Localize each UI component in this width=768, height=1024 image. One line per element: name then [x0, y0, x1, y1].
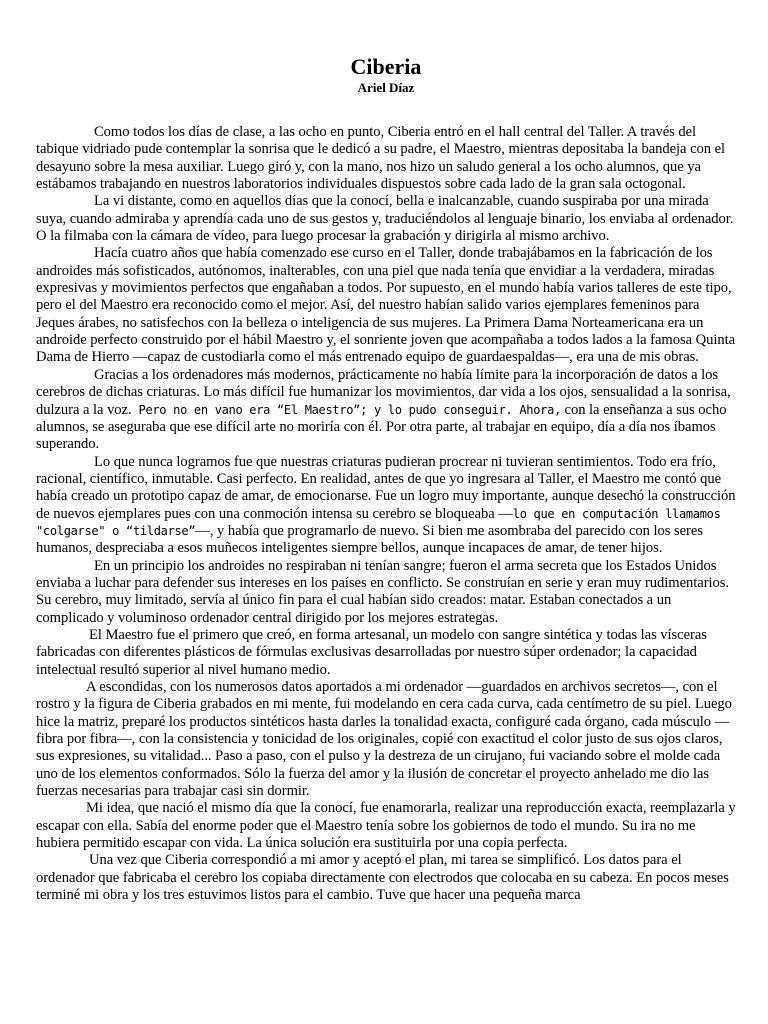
paragraph-text: Como todos los días de clase, a las ocho en punto, Ciberia entró en el hall central del Taller. A través del tabique vidriado pude contemplar la sonrisa que le dedicó a su padre, el Maestro, mientras depositaba la bandeja con el desayuno sobre la mesa auxiliar. Luego giró y, con la mano, nos hizo un saludo general a los ocho alumnos, que ya estábamos trabajando en nuestros laboratorios individuales dispuestos sobre cada lado de la gran sala octogonal.	[36, 124, 726, 193]
paragraph-7	[36, 627, 736, 679]
paragraph-2	[36, 193, 736, 245]
paragraph-text: Mi idea, que nació el mismo día que la conocí, fue enamorarla, realizar una reproducción exacta, reemplazarla y escapar con ella. Sabía del enorme poder que el Maestro tenía sobre los gobiernos de todo el mundo. Su ira no me hubiera permitido escapar con vida. La única solución era sustituirla por una copia perfecta.	[36, 800, 736, 852]
paragraph-text: La vi distante, como en aquellos días que la conocí, bella e inalcanzable, cuando suspiraba por una mirada suya, cuando admiraba y aprendía cada uno de sus gestos y, traduciéndolos al lenguaje binario, los enviaba al ordenador. O la filmaba con la cámara de vídeo, para luego procesar la grabación y dirigirla al mismo archivo.	[36, 193, 734, 245]
paragraph-8	[36, 679, 736, 800]
paragraph-text: Una vez que Ciberia correspondió a mi amor y aceptó el plan, mi tarea se simplificó. Los datos para el ordenador que fabricaba el cerebro los copiaba directamente con electrodos que colocaba en su cabeza. En pocos meses terminé mi obra y los tres estuvimos listos para el cambio. Tuve que hacer una pequeña marca	[36, 852, 729, 904]
document-author: Ariel Díaz	[357, 80, 415, 95]
paragraph-9	[36, 800, 736, 852]
document-page	[36, 54, 736, 904]
paragraph-text: Gracias a los ordenadores más modernos, prácticamente no había límite para la incorporación de datos a los cerebros de dichas criaturas. Lo más difícil fue humanizar los movimientos, dar vida a los ojos, sensualidad a la sonrisa, dulzura a la voz.	[36, 366, 731, 418]
document-body	[36, 124, 736, 904]
paragraph-6	[36, 558, 736, 627]
paragraph-10	[36, 852, 736, 904]
paragraph-text: En un principio los androides no respiraban ni tenían sangre; fueron el arma secreta que los Estados Unidos enviaba a luchar para defender sus intereses en los países en conflicto. Se construían en serie y eran muy rudimentarios. Su cerebro, muy limitado, servía al único fin para el cual habían sido creados: matar. Estaban conectados a un complicado y voluminoso ordenador central dirigido por los mejores estrategas.	[36, 557, 729, 626]
paragraph-mono-text: Pero no en vano era “El Maestro”; y lo pudo conseguir. Ahora,	[131, 402, 561, 417]
paragraph-5	[36, 454, 736, 558]
paragraph-3	[36, 245, 736, 366]
document-title: Ciberia	[350, 54, 422, 79]
paragraph-4	[36, 367, 736, 454]
paragraph-mono-text: lo que en computación llamamos "colgarse" o “tildarse”	[36, 506, 721, 538]
paragraph-text: Lo que nunca logramos fue que nuestras criaturas pudieran procrear ni tuvieran sentimientos. Todo era frío, racional, científico, inmutable. Casi perfecto. En realidad, antes de que yo ingresara al Taller, el Maestro me contó que había creado un prototipo capaz de amar, de emocionarse. Fue un logro muy importante, aunque desechó la construcción de nuevos ejemplares pues con una conmoción intensa su cerebro se bloqueaba —	[36, 453, 736, 522]
paragraph-text: A escondidas, con los numerosos datos aportados a mi ordenador —guardados en archivos secretos—, con el rostro y la figura de Ciberia grabados en mi mente, fui modelando en cera cada curva, cada centímetro de su piel. Luego hice la matriz, preparé los productos sintéticos hasta darles la tonalidad exacta, configuré cada órgano, cada músculo —fibra por fibra—, con la consistencia y tonicidad de los originales, copié con exactitud el color justo de sus ojos claros, sus expresiones, su vitalidad... Paso a paso, con el pulso y la destreza de un cirujano, fui vaciando sobre el molde cada uno de los elementos conformados. Sólo la fuerza del amor y la ilusión de concretar el proyecto anhelado me dio las fuerzas necesarias para trabajar casi sin dormir.	[36, 679, 732, 800]
paragraph-text: Hacía cuatro años que había comenzado ese curso en el Taller, donde trabajábamos en la fabricación de los androides más sofisticados, autónomos, inalterables, con una piel que nada tenía que envidiar a la verdadera, miradas expresivas y movimientos perfectos que engañaban a todos. Por supuesto, en el mundo había varios talleres de este tipo, pero el del Maestro era reconocido como el mejor. Así, del nuestro habían salido varios ejemplares femeninos para Jeques árabes, no satisfechos con la belleza o inteligencia de sus mujeres. La Primera Dama Norteamericana era un androide perfecto construido por el hábil Maestro y, el sonriente joven que acompañaba a todos lados a la famosa Quinta Dama de Hierro —capaz de custodiarla como el más entrenado equipo de guardaespaldas—, era una de mis obras.	[36, 245, 736, 366]
paragraph-text: El Maestro fue el primero que creó, en forma artesanal, un modelo con sangre sintética y todas las vísceras fabricadas con diferentes plásticos de fórmulas exclusivas desarrolladas por nuestro súper ordenador; la capacidad intelectual resultó superior al nivel humano medio.	[36, 626, 707, 678]
paragraph-text: con la enseñanza a sus ocho alumnos, se aseguraba que ese difícil arte no moriría con él. Por otra parte, al trabajar en equipo, día a día nos íbamos superando.	[36, 401, 727, 453]
paragraph-text: —, y había que programarlo de nuevo. Si bien me asombraba del parecido con los seres humanos, despreciaba a esos muñecos inteligentes siempre bellos, aunque incapaces de amar, de tener hijos.	[36, 522, 703, 557]
paragraph-1	[36, 124, 736, 193]
